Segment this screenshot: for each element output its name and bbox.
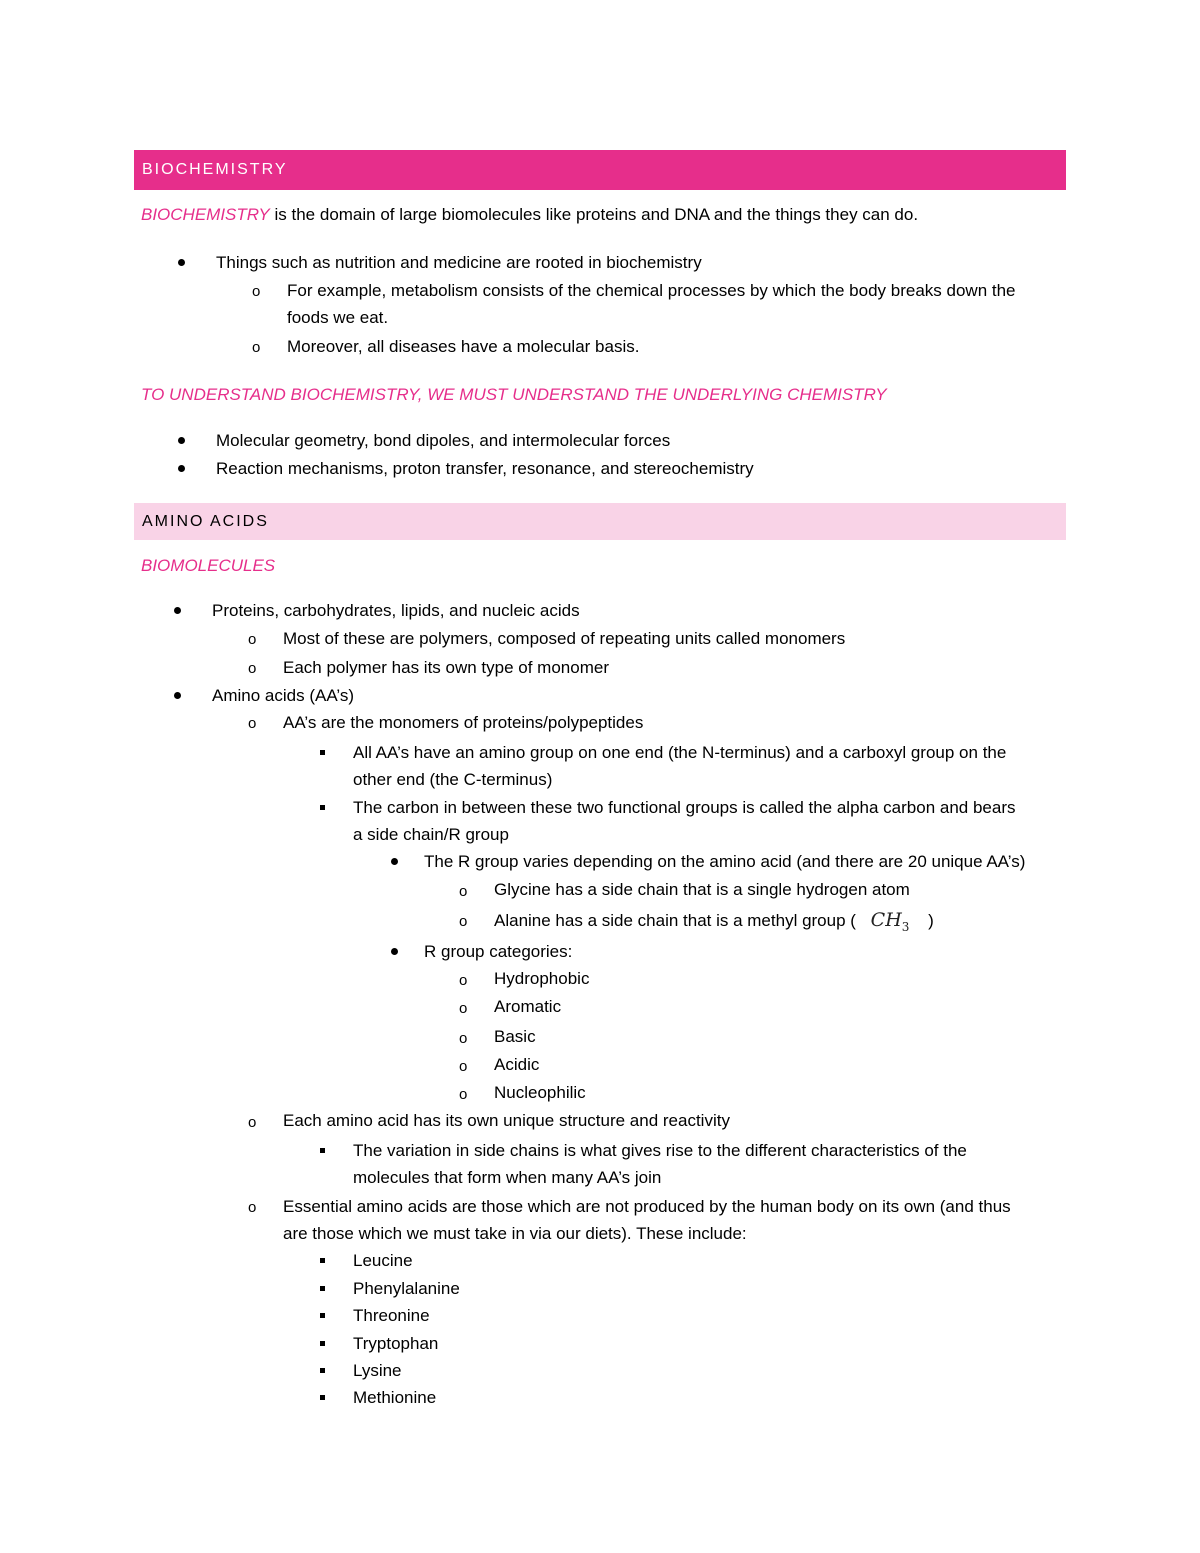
list-item: Things such as nutrition and medicine are rooted in biochemistry [216, 253, 702, 272]
category-item: Hydrophobic [494, 969, 590, 988]
subheading: BIOMOLECULES [141, 556, 276, 575]
list-item: Each polymer has its own type of monomer [283, 658, 609, 677]
hollow-bullet-icon: o [459, 1058, 468, 1075]
hollow-bullet-icon: o [252, 339, 261, 356]
hollow-bullet-icon: o [248, 1114, 257, 1131]
bullet-dot-icon [178, 465, 185, 472]
square-bullet-icon [320, 1258, 325, 1263]
bullet-dot-icon [174, 692, 181, 699]
hollow-bullet-icon: o [459, 913, 468, 930]
section-header-label: AMINO ACIDS [142, 512, 269, 530]
category-item: Aromatic [494, 997, 562, 1016]
list-item-continuation: are those which we must take in via our diets). These include: [283, 1224, 747, 1243]
hollow-bullet-icon: o [248, 660, 257, 677]
list-item: AA’s are the monomers of proteins/polypeptides [283, 713, 644, 732]
bullet-dot-icon [174, 607, 181, 614]
essential-amino-acid: Phenylalanine [353, 1279, 460, 1298]
list-item: The carbon in between these two functional groups is called the alpha carbon and bears [353, 798, 1016, 817]
list-item-continuation: foods we eat. [287, 308, 389, 327]
category-item: Basic [494, 1027, 536, 1046]
category-item: Acidic [494, 1055, 540, 1074]
list-item [494, 909, 934, 938]
list-item: For example, metabolism consists of the chemical processes by which the body breaks down the [287, 281, 1016, 300]
square-bullet-icon [320, 805, 325, 810]
list-item: Most of these are polymers, composed of repeating units called monomers [283, 629, 846, 648]
hollow-bullet-icon: o [248, 1199, 257, 1216]
list-item: The variation in side chains is what gives rise to the different characteristics of the [353, 1141, 967, 1160]
list-item: Each amino acid has its own unique structure and reactivity [283, 1111, 730, 1130]
hollow-bullet-icon: o [459, 972, 468, 989]
list-item: Amino acids (AA’s) [212, 686, 355, 705]
section-header-amino-acids [134, 503, 1066, 540]
bullet-dot-icon [178, 259, 185, 266]
essential-amino-acid: Methionine [353, 1388, 437, 1407]
intro-paragraph [141, 204, 918, 226]
list-item: Moreover, all diseases have a molecular basis. [287, 337, 640, 356]
section-header-biochemistry [134, 150, 1066, 190]
essential-amino-acid: Tryptophan [353, 1334, 439, 1353]
hollow-bullet-icon: o [459, 1086, 468, 1103]
formula-base: CH [870, 909, 902, 931]
list-item: R group categories: [424, 942, 573, 961]
essential-amino-acid: Lysine [353, 1361, 402, 1380]
list-item-text: ) [928, 911, 934, 930]
hollow-bullet-icon: o [252, 283, 261, 300]
list-item-text: Alanine has a side chain that is a methyl group ( [494, 911, 856, 930]
hollow-bullet-icon: o [459, 1030, 468, 1047]
hollow-bullet-icon: o [248, 715, 257, 732]
square-bullet-icon [320, 1368, 325, 1373]
list-item: The R group varies depending on the amino acid (and there are 20 unique AA’s) [424, 852, 1026, 871]
hollow-bullet-icon: o [459, 883, 468, 900]
square-bullet-icon [320, 1395, 325, 1400]
list-item: Glycine has a side chain that is a single hydrogen atom [494, 880, 910, 899]
intro-text: is the domain of large biomolecules like proteins and DNA and the things they can do. [269, 205, 919, 224]
subheading: TO UNDERSTAND BIOCHEMISTRY, WE MUST UNDERSTAND THE UNDERLYING CHEMISTRY [141, 385, 887, 404]
square-bullet-icon [320, 750, 325, 755]
hollow-bullet-icon: o [248, 631, 257, 648]
square-bullet-icon [320, 1286, 325, 1291]
section-header-label: BIOCHEMISTRY [142, 161, 288, 178]
list-item-continuation: a side chain/R group [353, 825, 509, 844]
bullet-dot-icon [391, 948, 398, 955]
methyl-formula [870, 909, 910, 934]
bullet-dot-icon [391, 858, 398, 865]
formula-subscript: 3 [901, 919, 910, 934]
category-item: Nucleophilic [494, 1083, 586, 1102]
square-bullet-icon [320, 1313, 325, 1318]
hollow-bullet-icon: o [459, 1000, 468, 1017]
list-item: Reaction mechanisms, proton transfer, resonance, and stereochemistry [216, 459, 754, 478]
essential-amino-acid: Threonine [353, 1306, 430, 1325]
essential-amino-acid: Leucine [353, 1251, 413, 1270]
list-item-continuation: molecules that form when many AA’s join [353, 1168, 662, 1187]
list-item-continuation: other end (the C-terminus) [353, 770, 553, 789]
list-item: Proteins, carbohydrates, lipids, and nucleic acids [212, 601, 580, 620]
list-item: All AA’s have an amino group on one end (the N-terminus) and a carboxyl group on the [353, 743, 1007, 762]
intro-term: BIOCHEMISTRY [141, 205, 270, 224]
bullet-dot-icon [178, 437, 185, 444]
square-bullet-icon [320, 1341, 325, 1346]
list-item: Molecular geometry, bond dipoles, and intermolecular forces [216, 431, 671, 450]
list-item: Essential amino acids are those which are not produced by the human body on its own (and thus [283, 1197, 1011, 1216]
square-bullet-icon [320, 1148, 325, 1153]
